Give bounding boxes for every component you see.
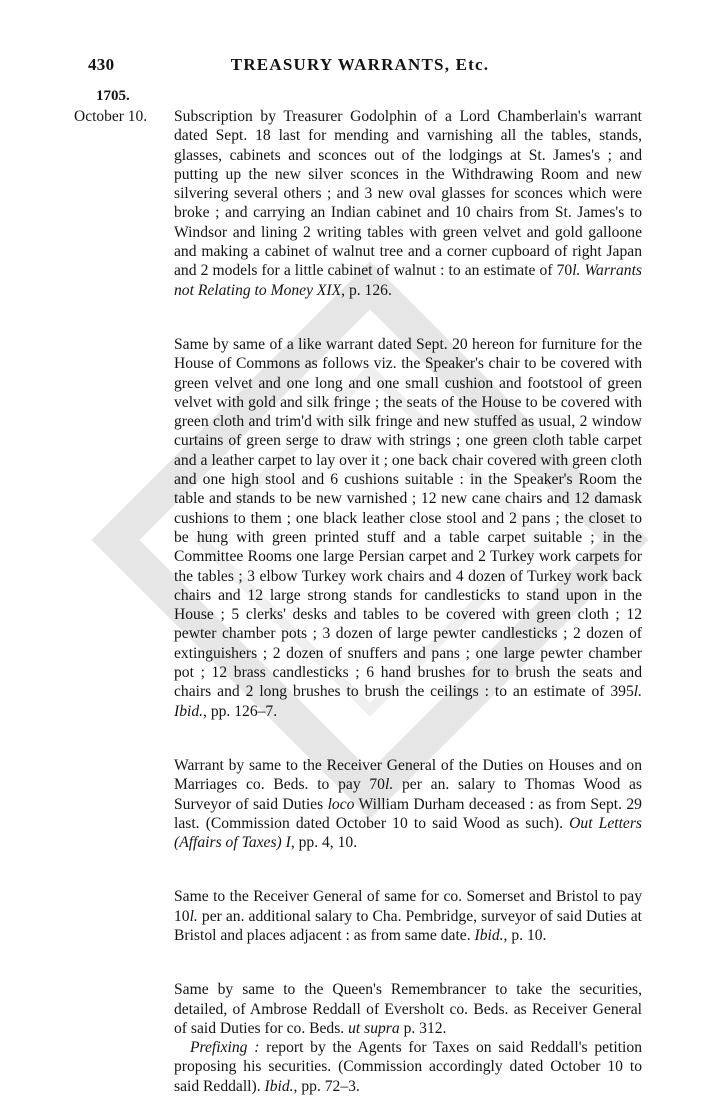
- entry-3: Warrant by same to the Receiver General of the Duties on Houses and on Marriages co. Beds. to pay 70l. per an. salary to Thomas Wood as Surveyor of said Duties loco William Durham deceased : as from Sept. 29 last. (Commission dated October 10 to said Wood as such). Out Letters (Affairs of Taxes) I, pp. 4, 10.: [174, 756, 642, 852]
- entry-4: Same to the Receiver General of same for co. Somerset and Bristol to pay 10l. per an. additional salary to Cha. Pembridge, surveyor of said Duties at Bristol and places adjacent : as from same date. Ibid., p. 10.: [174, 888, 642, 944]
- entry-reference: Out Letters (Affairs of Taxes) I: [174, 814, 642, 852]
- entry-5: Same by same to the Queen's Remembrancer to take the securities, detailed, of Ambrose Reddall of Eversholt co. Beds. as Receiver General of said Duties for co. Beds. ut supra p. 312.: [174, 981, 642, 1037]
- entry-reference: Ibid.: [174, 702, 204, 720]
- margin-year: 1705.: [96, 88, 130, 104]
- entry-6: Prefixing : report by the Agents for Taxes on said Reddall's petition proposing his securities. (Commission accordingly dated October 10 to said Reddall). Ibid., pp. 72–3.: [174, 1039, 642, 1095]
- entry-2: Same by same of a like warrant dated Sept. 20 hereon for furniture for the House of Commons as follows viz. the Speaker's chair to be covered with green velvet and one long and one small cushion and footstool of green velvet with gold and silk fringe ; the seats of the House to be covered with green cloth and trim'd with silk fringe and new stuffed as usual, 2 window curtains of green serge to draw with strings ; one green cloth table carpet and a leather carpet to lay over it ; one back chair covered with green cloth and one high stool and 6 cushions suitable : in the Speaker's Room the table and stands to be new varnished ; 12 new cane chairs and 12 damask cushions to them ; one black leather close stool and 2 pans ; the closet to be hung with green printed stuff and a table carpet suitable ; in the Committee Rooms one large Persian carpet and 2 Turkey work carpets for the tables ; 3 elbow Turkey work chairs and 4 dozen of Turkey work back chairs and 12 large strong stands for candlesticks to stand upon in the House ; 5 clerks' desks and tables to be covered with green cloth ; 12 pewter chamber pots ; 3 dozen of large pewter candlesticks ; 2 dozen of extinguishers ; 2 dozen of snuffers and pans ; one large pewter chamber pot ; 12 brass candlesticks ; 6 hand brushes for to brush the seats and chairs and 2 long brushes to brush the ceilings : to an estimate of 395l. Ibid., pp. 126–7.: [174, 335, 642, 720]
- entry-reference: Ibid.: [474, 926, 504, 944]
- entry-1: Subscription by Treasurer Godolphin of a Lord Chamberlain's warrant dated Sept. 18 last for mending and varnishing all the tables, stands, glasses, cabinets and sconces out of the lodgings at St. James's ; and putting up the new silver sconces in the Withdrawing Room and new silvering several others ; and 3 new oval glasses for sconces which were broke ; and carrying an Indian cabinet and 10 chairs from St. James's to Windsor and lining 2 writing tables with green velvet and gold galloone and making a cabinet of walnut tree and a corner cupboard of right Japan and 2 models for a little cabinet of walnut : to an estimate of 70l. Warrants not Relating to Money XIX, p. 126.: [174, 108, 642, 299]
- margin-date: October 10.: [74, 108, 148, 125]
- entry-reference: Warrants not Relating to Money XIX: [174, 262, 642, 299]
- entries: [174, 107, 642, 1096]
- running-title: TREASURY WARRANTS, Etc.: [230, 55, 490, 74]
- page-number: 430: [88, 55, 115, 74]
- entry-reference: Ibid.: [264, 1077, 294, 1095]
